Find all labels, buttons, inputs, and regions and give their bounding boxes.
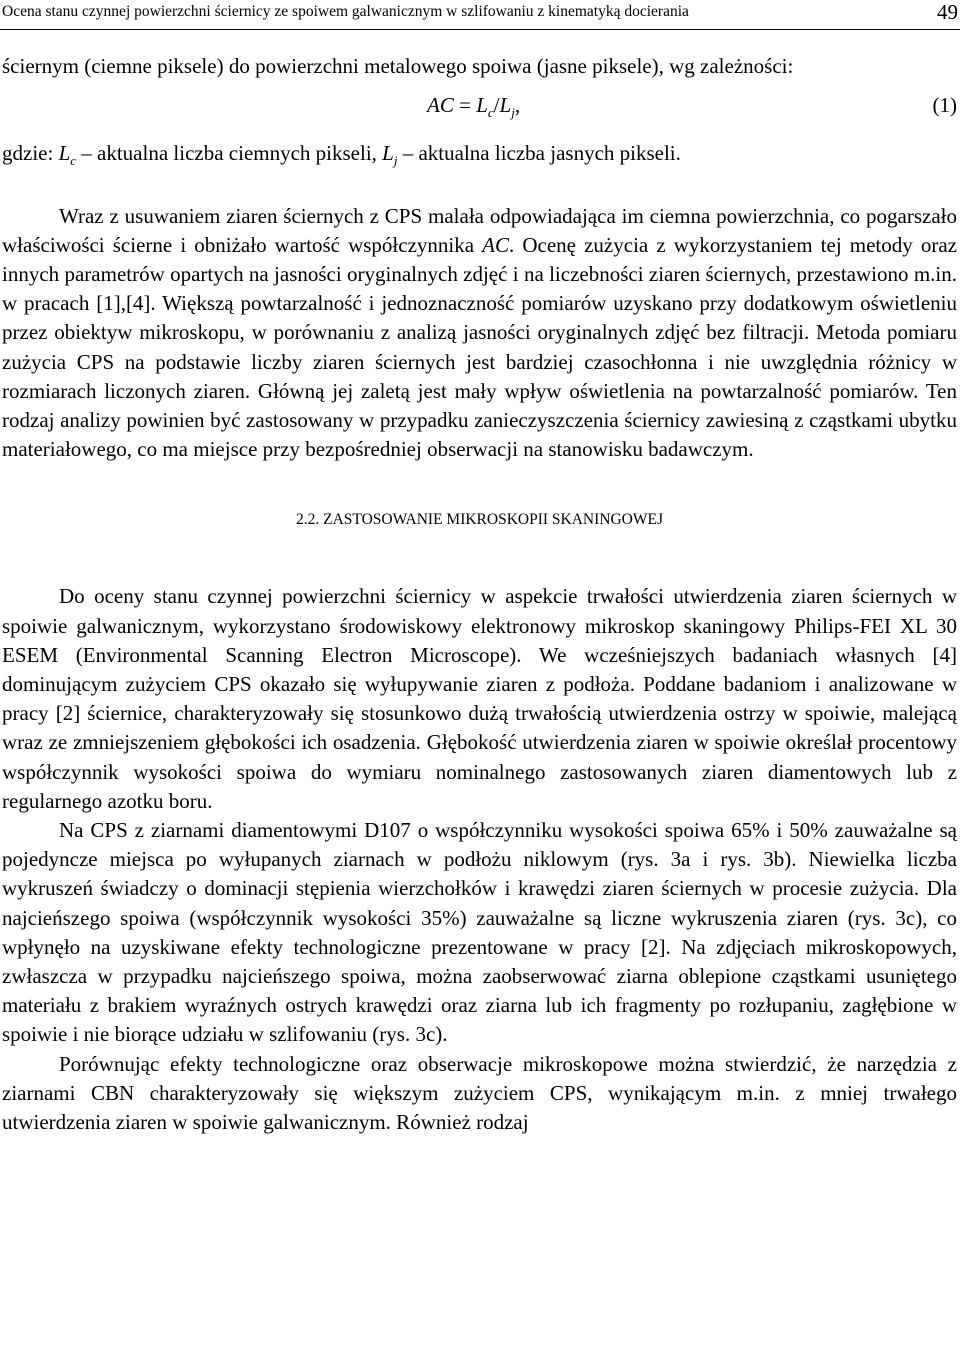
formula-1 (2, 91, 957, 121)
formula-comma: , (514, 93, 521, 118)
section-heading: 2.2. ZASTOSOWANIE MIKROSKOPII SKANINGOWEJ (296, 511, 663, 529)
paragraph-4: Porównując efekty technologiczne oraz obserwacje mikroskopowe można stwierdzić, że narzędzia z ziarnami CBN charakteryzowały się większym zużyciem CPS, wynikającym m.in. z mniej trwałego utwierdzenia ziaren w spoiwie galwanicznym. Również rodzaj (2, 1051, 957, 1135)
paragraph-2: Do oceny stanu czynnej powierzchni ściernicy w aspekcie trwałości utwierdzenia ziaren ściernych w spoiwie galwanicznym, wykorzystano środowiskowy elektronowy mikroskop skaningowy Philips-FEI XL 30 ESEM (Environmental Scanning Electron Microscope). We wcześniejszych badaniach własnych [4] dominującym zużyciem CPS okazało się wyłupywanie ziaren z podłoża. Poddane badaniom i analizowane w pracy [2] ściernice, charakteryzowały się stosunkowo dużą trwałością utwierdzenia ostrzy w spoiwie, malejącą wraz ze zmniejszeniem głębokości ich osadzenia. Głębokość utwierdzenia ziaren w spoiwie określał procentowy współczynnik wysokości spoiwa do wymiaru nominalnego zastosowanych ziaren diamentowych lub z regularnego azotku boru. (2, 584, 957, 813)
intro-text: ściernym (ciemne piksele) do powierzchni metalowego spoiwa (jasne piksele), wg zależności: (2, 54, 794, 78)
page-number: 49 (937, 0, 958, 24)
formula-equals: = (453, 93, 477, 118)
paragraph-3: Na CPS z ziarnami diamentowymi D107 o współczynniku wysokości spoiwa 65% i 50% zauważalne są pojedyncze miejsca po wyłupanych ziarnach w podłożu niklowym (rys. 3a i rys. 3b). Niewielka liczba wykruszeń świadczy o dominacji stępienia wierzchołków i krawędzi ziaren ściernych w procesie zużycia. Dla najcieńszego spoiwa (współczynnik wysokości 35%) zauważalne są liczne wykruszenia ziaren (rys. 3c), co wpłynęło na uzyskiwane efekty technologiczne prezentowane w pracy [2]. Na zdjęciach mikroskopowych, zwłaszcza w przypadku najcieńszego spoiwa, można zaobserwować ziarna oblepione cząstkami usuniętego materiału z brakiem wyraźnych ostrych krawędzi oraz ziarna lub ich fragmenty po rozłupaniu, zagłębione w spoiwie i nie biorące udziału w szlifowaniu (rys. 3c). (2, 818, 957, 1047)
running-header (0, 0, 960, 30)
formula-expression (427, 91, 520, 127)
paragraph-1: Wraz z usuwaniem ziaren ściernych z CPS malała odpowiadająca im ciemna powierzchnia, co pogarszało właściwości ścierne i obniżało wartość współczynnika AC. Ocenę zużycia z wykorzystaniem tej metody oraz innych parametrów opartych na jasności oryginalnych zdjęć i na liczebności ziaren ściernych, przestawiono m.in. w pracach [1],[4]. Większą powtarzalność i jednoznaczność pomiarów uzyskano przy dodatkowym oświetleniu przez obiektyw mikroskopu, w porównaniu z analizą jasności oryginalnych zdjęć bez filtracji. Metoda pomiaru zużycia CPS na podstawie liczby ziaren ściernych jest bardziej czasochłonna i nie uwzględnia różnicy w rozmiarach liczonych ziaren. Główną jej zaletą jest mały wpływ oświetlenia na powtarzalność pomiarów. Ten rodzaj analizy powinien być zastosowany w przypadku zanieczyszczenia ściernicy zawiesiną z cząstkami ubytku materiałowego, co ma miejsce przy bezpośredniej obserwacji na stanowisku badawczym. (2, 203, 957, 462)
formula-number: (1) (932, 93, 957, 118)
formula-lhs: AC (427, 93, 454, 118)
formula-slash: / (493, 93, 500, 118)
formula-legend: gdzie: $L_c$ – aktualna liczba ciemnych pikseli, $L_j$ – aktualna liczba jasnych pikseli. (2, 141, 681, 169)
formula-numerator: $L_c$ (476, 93, 494, 121)
header-title: Ocena stanu czynnej powierzchni ściernicy ze spoiwem galwanicznym w szlifowaniu z kinematyką docierania (2, 3, 689, 20)
page-body (2, 52, 957, 1137)
formula-denominator: $L_j$ (499, 93, 515, 121)
